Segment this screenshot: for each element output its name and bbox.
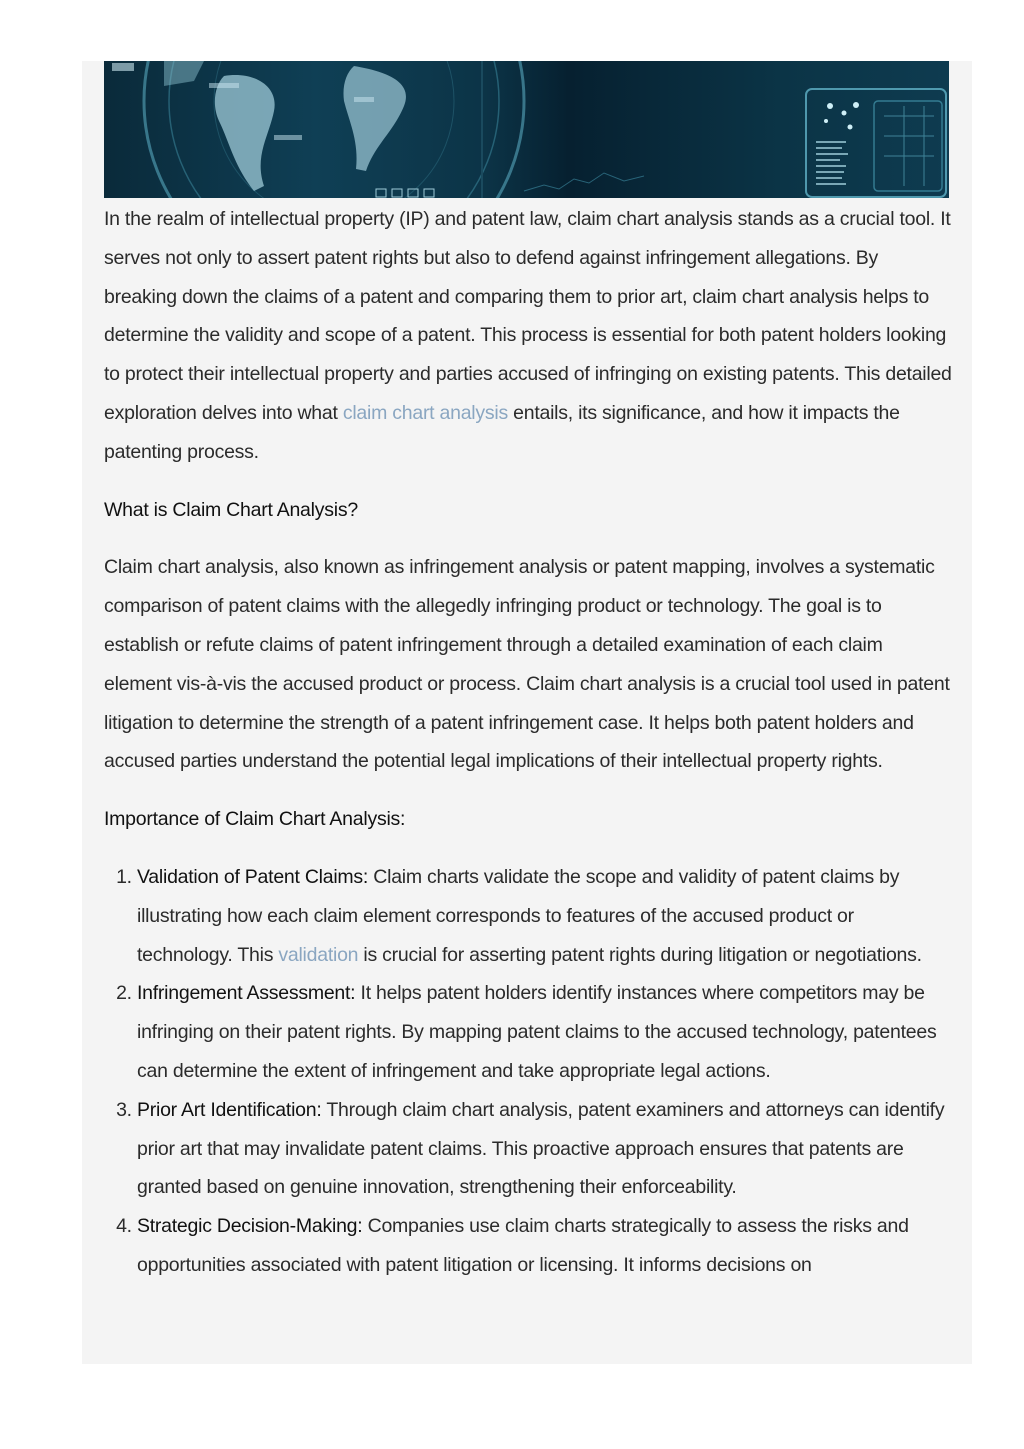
intro-text-end: entails, its significance, and how it impacts the patenting process. — [104, 401, 900, 463]
list-item-text-end: is crucial for asserting patent rights during litigation or negotiations. — [358, 943, 922, 966]
list-item-term: Validation of Patent Claims: — [137, 865, 369, 888]
list-item-term: Prior Art Identification: — [137, 1098, 322, 1121]
intro-paragraph — [104, 200, 952, 472]
list-item — [137, 858, 952, 974]
list-item-text: It helps patent holders identify instances where competitors may be infringing on their patent rights. By mapping patent claims to the accused technology, patentees can determine the extent of infringement and take appropriate legal actions. — [137, 982, 937, 1082]
hero-banner-image — [104, 61, 949, 198]
list-item-text: Through claim chart analysis, patent examiners and attorneys can identify prior art that may invalidate patent claims. This proactive approach ensures that patents are granted based on genuine innovation, strengthening their enforceability. — [137, 1098, 945, 1199]
intro-text: In the realm of intellectual property (IP) and patent law, claim chart analysis stands as a crucial tool. It serves not only to assert patent rights but also to defend against infringement allegations. By breaking down the claims of a patent and comparing them to prior art, claim chart analysis helps to determine the validity and scope of a patent. This process is essential for both patent holders looking to protect their intellectual property and parties accused of infringing on existing patents. This detailed exploration delves into what — [104, 208, 952, 424]
article-body — [104, 200, 952, 1285]
section-heading-importance: Importance of Claim Chart Analysis: — [104, 808, 406, 831]
list-item-text: Companies use claim charts strategically to assess the risks and opportunities associated with patent litigation or licensing. It informs decisions on — [137, 1215, 909, 1276]
article-card — [82, 61, 972, 1364]
list-item-term: Infringement Assessment: — [137, 982, 356, 1005]
section-heading-what-is: What is Claim Chart Analysis? — [104, 498, 358, 521]
list-item — [137, 974, 952, 1090]
section-paragraph-what-is: Claim chart analysis, also known as infringement analysis or patent mapping, involves a systematic comparison of patent claims with the allegedly infringing product or technology. The goal is to establish or refute claims of patent infringement through a detailed examination of each claim element vis-à-vis the accused product or process. Claim chart analysis is a crucial tool used in patent litigation to determine the strength of a patent infringement case. It helps both patent holders and accused parties understand the potential legal implications of their intellectual property rights. — [104, 556, 950, 773]
list-item — [137, 1207, 952, 1285]
list-item-text: Claim charts validate the scope and validity of patent claims by illustrating how each claim element corresponds to features of the accused product or technology. This — [137, 865, 900, 966]
world-map-tech-icon — [104, 61, 949, 198]
importance-list — [104, 858, 952, 1285]
list-item — [137, 1091, 952, 1207]
list-item-term: Strategic Decision-Making: — [137, 1215, 363, 1238]
validation-link[interactable]: validation — [278, 943, 359, 966]
claim-chart-analysis-link[interactable]: claim chart analysis — [342, 401, 508, 424]
